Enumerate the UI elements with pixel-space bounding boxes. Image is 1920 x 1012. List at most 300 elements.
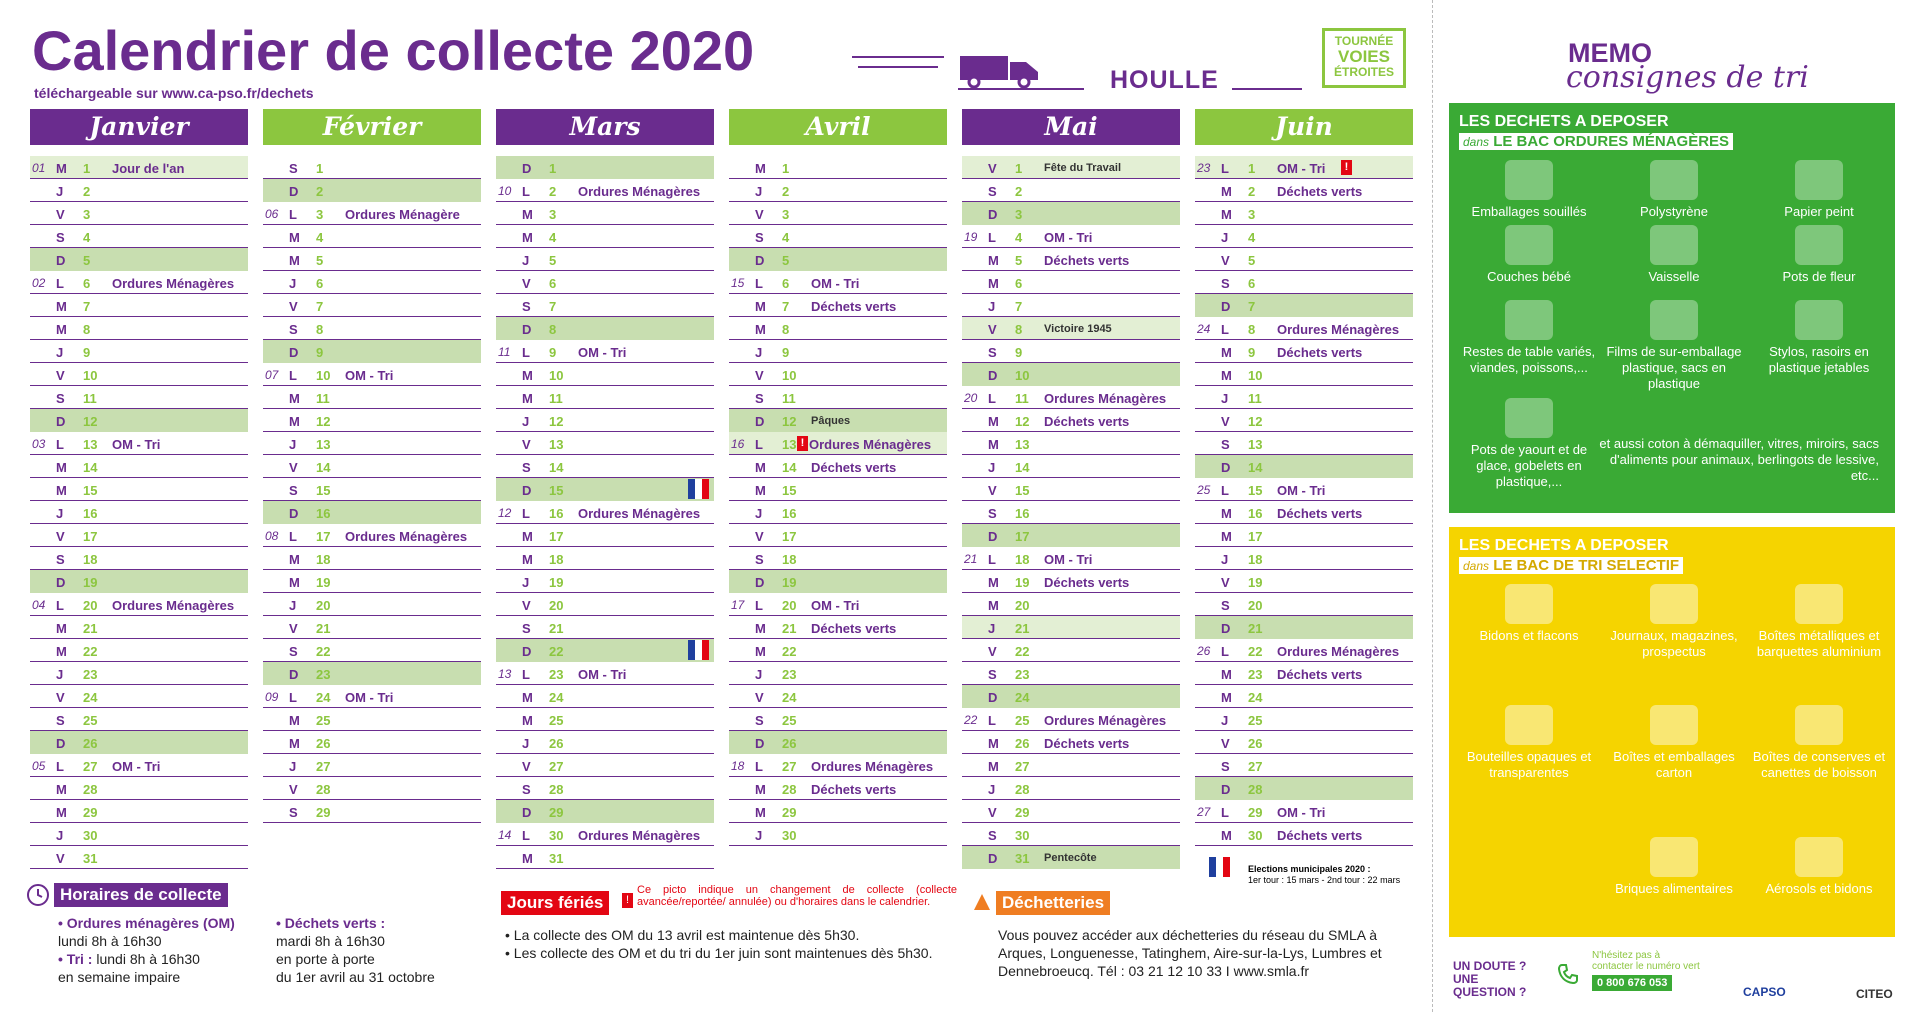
day-letter: D xyxy=(755,736,765,751)
day-letter: V xyxy=(289,299,298,314)
day-number: 3 xyxy=(1248,207,1256,222)
day-row xyxy=(1195,409,1413,432)
day-number: 20 xyxy=(316,598,331,613)
day-row xyxy=(729,248,947,271)
day-row xyxy=(263,501,481,524)
day-row xyxy=(962,662,1180,685)
day-letter: M xyxy=(755,460,766,475)
day-row xyxy=(496,156,714,179)
day-row xyxy=(496,455,714,478)
page-title: Calendrier de collecte 2020 xyxy=(32,19,755,82)
day-number: 30 xyxy=(549,828,564,843)
day-row xyxy=(962,225,1180,248)
day-row xyxy=(1195,731,1413,754)
day-letter: L xyxy=(522,667,530,682)
day-number: 26 xyxy=(83,736,98,751)
day-letter: J xyxy=(1221,713,1229,728)
week-number: 20 xyxy=(964,391,978,405)
day-number: 25 xyxy=(549,713,564,728)
day-row xyxy=(30,616,248,639)
download-link[interactable]: téléchargeable sur www.ca-pso.fr/dechets xyxy=(34,85,314,101)
waste-item xyxy=(1459,300,1599,376)
day-number: 20 xyxy=(1015,598,1030,613)
day-letter: V xyxy=(1221,575,1230,590)
day-row xyxy=(263,731,481,754)
day-letter: S xyxy=(522,621,531,636)
day-row xyxy=(30,179,248,202)
day-row xyxy=(962,777,1180,800)
day-number: 17 xyxy=(316,529,331,544)
day-row xyxy=(729,225,947,248)
day-row xyxy=(30,547,248,570)
day-number: 18 xyxy=(782,552,797,567)
day-row xyxy=(263,570,481,593)
day-letter: V xyxy=(522,276,531,291)
day-letter: V xyxy=(755,368,764,383)
day-row xyxy=(729,501,947,524)
day-number: 9 xyxy=(1015,345,1023,360)
day-row xyxy=(30,386,248,409)
waste-item-label: Polystyrène xyxy=(1640,204,1708,219)
day-row xyxy=(496,501,714,524)
day-letter: M xyxy=(289,414,300,429)
day-letter: S xyxy=(988,828,997,843)
day-row xyxy=(962,547,1180,570)
day-row xyxy=(729,202,947,225)
day-number: 3 xyxy=(549,207,557,222)
day-letter: D xyxy=(755,575,765,590)
day-number: 23 xyxy=(1248,667,1263,682)
day-number: 25 xyxy=(782,713,797,728)
day-number: 9 xyxy=(316,345,324,360)
month-column xyxy=(729,109,947,846)
day-letter: D xyxy=(988,851,998,866)
day-letter: M xyxy=(522,713,533,728)
day-number: 31 xyxy=(1015,851,1030,866)
day-row xyxy=(1195,340,1413,363)
day-letter: V xyxy=(56,690,65,705)
day-row xyxy=(263,340,481,363)
day-letter: J xyxy=(988,460,996,475)
waste-item-label: Restes de table variés, viandes, poissons,... xyxy=(1462,344,1596,375)
day-number: 7 xyxy=(549,299,557,314)
day-letter: M xyxy=(755,805,766,820)
day-row xyxy=(962,317,1180,340)
day-row xyxy=(30,593,248,616)
day-row xyxy=(263,662,481,685)
day-row xyxy=(962,248,1180,271)
day-row xyxy=(496,777,714,800)
day-number: 9 xyxy=(83,345,91,360)
day-row xyxy=(263,225,481,248)
day-number: 16 xyxy=(1015,506,1030,521)
day-letter: D xyxy=(289,667,299,682)
day-number: 28 xyxy=(549,782,564,797)
day-number: 19 xyxy=(1015,575,1030,590)
day-row xyxy=(30,294,248,317)
day-letter: D xyxy=(755,414,765,429)
day-row xyxy=(729,685,947,708)
month-column xyxy=(1195,109,1413,846)
day-letter: V xyxy=(522,437,531,452)
day-letter: S xyxy=(1221,276,1230,291)
panel-heading: LES DECHETS A DEPOSER xyxy=(1459,537,1669,554)
day-letter: S xyxy=(289,483,298,498)
day-row xyxy=(962,202,1180,225)
day-number: 13 xyxy=(1015,437,1030,452)
day-number: 23 xyxy=(1015,667,1030,682)
day-number: 10 xyxy=(549,368,564,383)
day-letter: S xyxy=(988,184,997,199)
day-letter: M xyxy=(1221,345,1232,360)
day-number: 4 xyxy=(1248,230,1256,245)
day-row xyxy=(263,386,481,409)
waste-item-icon xyxy=(1505,398,1553,438)
day-row xyxy=(496,248,714,271)
day-number: 16 xyxy=(1248,506,1263,521)
day-number: 9 xyxy=(782,345,790,360)
day-letter: S xyxy=(988,345,997,360)
day-letter: L xyxy=(522,828,530,843)
collection-event: OM - Tri xyxy=(1277,161,1326,176)
day-letter: S xyxy=(1221,598,1230,613)
day-row xyxy=(263,432,481,455)
day-number: 14 xyxy=(549,460,564,475)
day-number: 30 xyxy=(1015,828,1030,843)
day-letter: L xyxy=(522,184,530,199)
day-row xyxy=(1195,777,1413,800)
day-row xyxy=(962,386,1180,409)
waste-item-label: Bidons et flacons xyxy=(1479,628,1579,643)
day-number: 16 xyxy=(549,506,564,521)
warning-icon: ! xyxy=(622,893,633,908)
day-number: 2 xyxy=(83,184,91,199)
collection-event: Pentecôte xyxy=(1044,852,1097,864)
day-row xyxy=(1195,455,1413,478)
day-row xyxy=(1195,179,1413,202)
day-row xyxy=(729,340,947,363)
day-letter: S xyxy=(522,460,531,475)
day-number: 19 xyxy=(83,575,98,590)
day-letter: M xyxy=(755,161,766,176)
day-letter: L xyxy=(522,345,530,360)
day-letter: M xyxy=(988,253,999,268)
week-number: 12 xyxy=(498,506,512,520)
day-letter: J xyxy=(56,828,64,843)
day-number: 22 xyxy=(316,644,331,659)
tri-panel xyxy=(1449,527,1895,937)
day-letter: M xyxy=(289,575,300,590)
waste-item xyxy=(1459,160,1599,220)
day-row xyxy=(962,708,1180,731)
waste-item-icon xyxy=(1795,225,1843,265)
day-letter: D xyxy=(289,184,299,199)
week-number: 21 xyxy=(964,552,978,566)
day-row xyxy=(1195,478,1413,501)
day-letter: D xyxy=(56,575,66,590)
collection-event: OM - Tri xyxy=(1277,483,1326,498)
panel-prefix: dans xyxy=(1463,135,1490,149)
citeo-logo: CITEO xyxy=(1856,987,1893,1001)
day-letter: V xyxy=(56,529,65,544)
panel-subheading xyxy=(1459,557,1683,574)
day-letter: V xyxy=(988,483,997,498)
day-number: 12 xyxy=(1015,414,1030,429)
collection-event: Ordures Ménagères xyxy=(578,184,701,199)
dv-line: mardi 8h à 16h30 xyxy=(276,933,385,949)
day-row xyxy=(962,570,1180,593)
month-header: Juin xyxy=(1195,109,1413,145)
day-number: 10 xyxy=(316,368,331,383)
day-letter: L xyxy=(988,391,996,406)
panel-heading: LES DECHETS A DEPOSER xyxy=(1459,113,1669,130)
waste-item-icon xyxy=(1505,300,1553,340)
day-number: 22 xyxy=(1015,644,1030,659)
om-panel xyxy=(1449,103,1895,513)
day-letter: L xyxy=(755,437,763,452)
day-row xyxy=(729,570,947,593)
day-number: 8 xyxy=(316,322,324,337)
day-letter: V xyxy=(988,322,997,337)
day-number: 27 xyxy=(549,759,564,774)
day-number: 24 xyxy=(549,690,564,705)
collection-event: Déchets verts xyxy=(1277,345,1363,360)
day-number: 4 xyxy=(782,230,790,245)
panel-subheading-text: LE BAC DE TRI SELECTIF xyxy=(1493,557,1680,574)
day-number: 21 xyxy=(782,621,797,636)
day-number: 27 xyxy=(1015,759,1030,774)
day-number: 15 xyxy=(549,483,564,498)
day-letter: V xyxy=(56,207,65,222)
day-number: 11 xyxy=(1015,391,1029,406)
day-number: 26 xyxy=(316,736,331,751)
day-letter: M xyxy=(522,207,533,222)
waste-item-label: Bouteilles opaques et transparentes xyxy=(1466,749,1592,780)
day-row xyxy=(1195,547,1413,570)
day-row xyxy=(263,455,481,478)
waste-item-icon xyxy=(1650,837,1698,877)
day-row xyxy=(729,547,947,570)
day-row xyxy=(1195,156,1413,179)
day-row xyxy=(30,271,248,294)
dv-line: en porte à porte xyxy=(276,951,375,967)
day-letter: J xyxy=(522,575,530,590)
day-letter: S xyxy=(988,506,997,521)
week-number: 23 xyxy=(1197,161,1211,175)
day-letter: D xyxy=(1221,460,1231,475)
day-letter: D xyxy=(522,483,532,498)
day-letter: M xyxy=(522,391,533,406)
month-column xyxy=(496,109,714,869)
day-number: 15 xyxy=(782,483,797,498)
collection-event: Jour de l'an xyxy=(112,161,185,176)
day-row xyxy=(729,386,947,409)
day-letter: D xyxy=(289,506,299,521)
day-letter: L xyxy=(755,276,763,291)
day-letter: M xyxy=(755,322,766,337)
waste-item-label: Journaux, magazines, prospectus xyxy=(1610,628,1738,659)
day-row xyxy=(729,593,947,616)
day-row xyxy=(496,731,714,754)
elections-text: 1er tour : 15 mars - 2nd tour : 22 mars xyxy=(1248,875,1401,885)
waste-item xyxy=(1459,398,1599,490)
waste-item-icon xyxy=(1650,705,1698,745)
day-letter: S xyxy=(56,230,65,245)
week-number: 14 xyxy=(498,828,512,842)
week-number: 07 xyxy=(265,368,279,382)
waste-item-label: Aérosols et bidons xyxy=(1765,881,1873,896)
waste-item-label: Pots de fleur xyxy=(1782,269,1856,284)
doute-text: UN DOUTE ? UNE QUESTION ? xyxy=(1453,959,1527,999)
panel-subheading-text: LE BAC ORDURES MÉNAGÈRES xyxy=(1493,133,1730,150)
day-number: 20 xyxy=(1248,598,1263,613)
day-number: 2 xyxy=(1015,184,1023,199)
day-letter: D xyxy=(522,161,532,176)
collection-event: Ordures Ménagères xyxy=(578,506,701,521)
day-letter: V xyxy=(289,782,298,797)
dv-line: du 1er avril au 31 octobre xyxy=(276,969,435,985)
day-letter: M xyxy=(1221,184,1232,199)
day-row xyxy=(496,409,714,432)
day-row xyxy=(962,846,1180,869)
waste-item-icon xyxy=(1650,300,1698,340)
panel-prefix: dans xyxy=(1463,559,1490,573)
week-number: 05 xyxy=(32,759,46,773)
day-letter: J xyxy=(1221,230,1229,245)
day-number: 27 xyxy=(1248,759,1263,774)
dechetterie-icon xyxy=(970,890,994,914)
day-row xyxy=(496,846,714,869)
day-number: 17 xyxy=(1248,529,1263,544)
day-row xyxy=(30,777,248,800)
warning-icon: ! xyxy=(797,436,808,451)
day-letter: L xyxy=(1221,644,1229,659)
day-row xyxy=(729,478,947,501)
day-number: 6 xyxy=(549,276,557,291)
day-row xyxy=(30,570,248,593)
day-number: 5 xyxy=(549,253,557,268)
day-row xyxy=(729,731,947,754)
day-number: 3 xyxy=(316,207,324,222)
month-header: Février xyxy=(263,109,481,145)
week-number: 15 xyxy=(731,276,745,290)
day-number: 7 xyxy=(83,299,91,314)
day-number: 29 xyxy=(316,805,331,820)
deco-line xyxy=(958,88,1084,90)
day-row xyxy=(496,271,714,294)
day-row xyxy=(1195,317,1413,340)
day-letter: M xyxy=(988,575,999,590)
day-number: 20 xyxy=(782,598,797,613)
waste-item xyxy=(1749,300,1889,376)
day-row xyxy=(1195,294,1413,317)
day-number: 2 xyxy=(1248,184,1256,199)
day-letter: V xyxy=(56,368,65,383)
day-letter: D xyxy=(522,644,532,659)
day-number: 13 xyxy=(549,437,564,452)
day-row xyxy=(496,340,714,363)
day-row xyxy=(1195,823,1413,846)
week-number: 13 xyxy=(498,667,512,681)
deco-line xyxy=(852,56,944,58)
day-letter: J xyxy=(56,184,64,199)
day-letter: M xyxy=(988,437,999,452)
phone-number[interactable]: 0 800 676 053 xyxy=(1592,975,1672,991)
collection-event: Ordures Ménagères xyxy=(811,759,934,774)
collection-event: Ordures Ménagères xyxy=(1044,713,1167,728)
day-row xyxy=(496,317,714,340)
day-letter: M xyxy=(1221,828,1232,843)
day-letter: S xyxy=(522,782,531,797)
day-row xyxy=(729,800,947,823)
day-number: 9 xyxy=(1248,345,1256,360)
om-extra: et aussi coton à démaquiller, vitres, miroirs, sacs d'aliments pour animaux, berlingots de lessive, etc... xyxy=(1599,436,1879,483)
warning-icon: ! xyxy=(1341,160,1352,175)
day-number: 20 xyxy=(549,598,564,613)
day-letter: J xyxy=(56,506,64,521)
day-row xyxy=(729,823,947,846)
day-row xyxy=(30,846,248,869)
collection-event: Déchets verts xyxy=(811,460,897,475)
day-letter: V xyxy=(56,851,65,866)
day-letter: J xyxy=(755,667,763,682)
day-number: 13 xyxy=(83,437,98,452)
elections-flag xyxy=(1209,857,1231,877)
collection-event: Ordures Ménagères xyxy=(578,828,701,843)
day-number: 21 xyxy=(316,621,331,636)
day-letter: V xyxy=(988,644,997,659)
month-header: Mars xyxy=(496,109,714,145)
day-number: 29 xyxy=(549,805,564,820)
day-letter: J xyxy=(289,437,297,452)
day-row xyxy=(496,363,714,386)
day-number: 10 xyxy=(1015,368,1030,383)
day-row xyxy=(30,432,248,455)
day-letter: D xyxy=(1221,299,1231,314)
waste-item xyxy=(1749,837,1889,897)
day-row xyxy=(30,156,248,179)
day-letter: M xyxy=(522,368,533,383)
day-number: 5 xyxy=(1248,253,1256,268)
day-letter: V xyxy=(1221,253,1230,268)
day-row xyxy=(30,248,248,271)
day-letter: M xyxy=(522,851,533,866)
day-row xyxy=(962,754,1180,777)
day-letter: M xyxy=(289,230,300,245)
day-number: 16 xyxy=(316,506,331,521)
collection-event: OM - Tri xyxy=(345,690,394,705)
day-number: 11 xyxy=(83,391,97,406)
panel-subheading xyxy=(1459,133,1733,150)
day-number: 21 xyxy=(83,621,98,636)
day-row xyxy=(496,616,714,639)
day-number: 12 xyxy=(316,414,331,429)
day-row xyxy=(729,616,947,639)
day-number: 9 xyxy=(549,345,557,360)
collection-event: Déchets verts xyxy=(1277,506,1363,521)
day-number: 5 xyxy=(782,253,790,268)
day-row xyxy=(962,294,1180,317)
day-number: 25 xyxy=(1248,713,1263,728)
waste-item xyxy=(1604,705,1744,781)
week-number: 08 xyxy=(265,529,279,543)
day-row xyxy=(263,271,481,294)
waste-item xyxy=(1459,705,1599,781)
day-letter: S xyxy=(56,713,65,728)
french-flag-icon xyxy=(688,479,710,499)
day-letter: L xyxy=(1221,322,1229,337)
badge-line: TOURNÉE xyxy=(1334,34,1394,48)
